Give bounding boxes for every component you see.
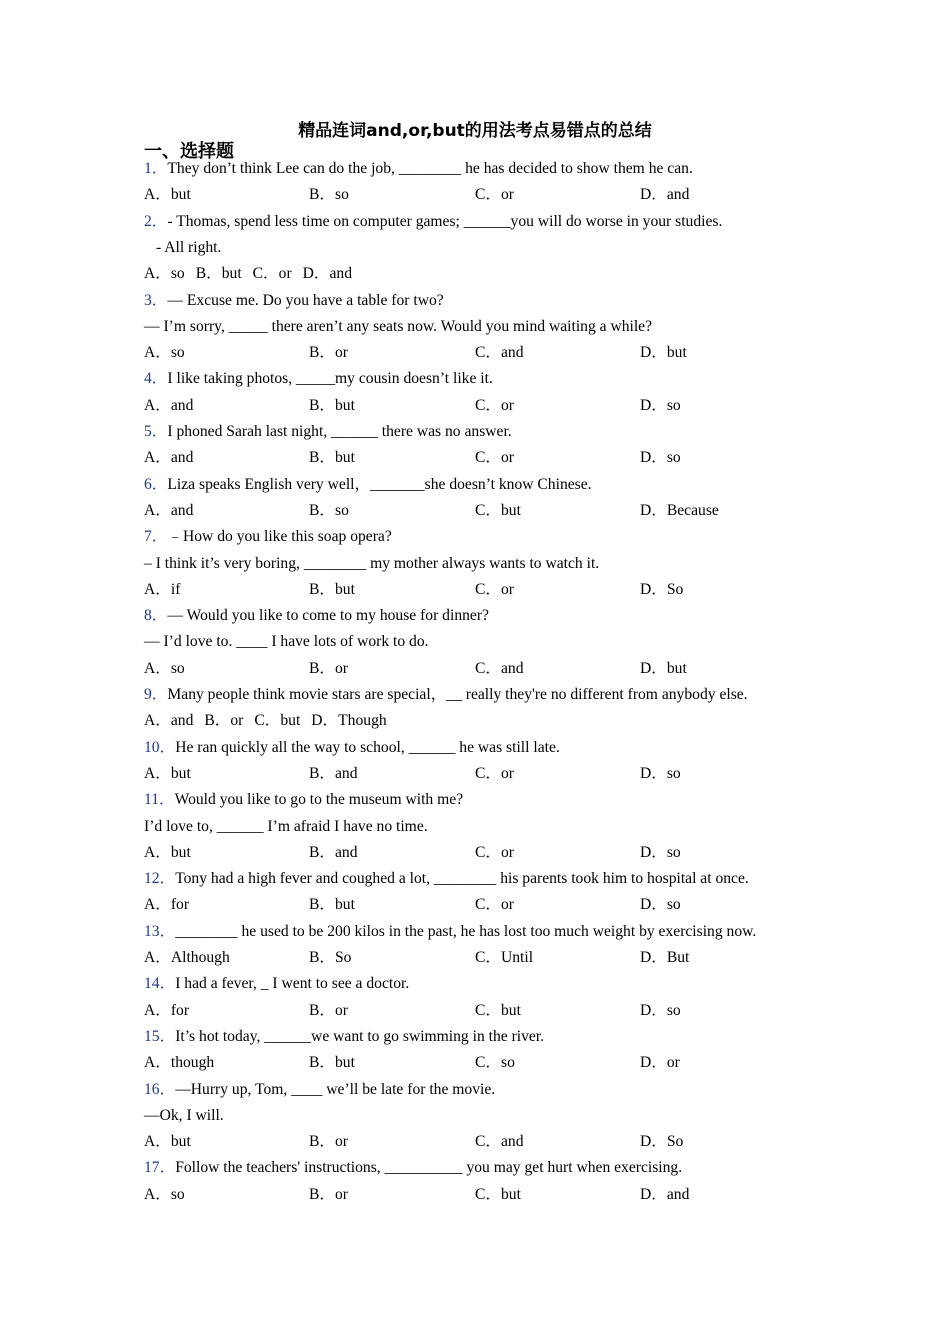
- answer-option[interactable]: D．but: [640, 344, 687, 362]
- answer-option[interactable]: B．but: [309, 449, 355, 467]
- question-text: Liza speaks English very well，_______she doesn’t know Chinese.: [167, 475, 592, 493]
- question-stem: [144, 527, 392, 547]
- question-stem: [144, 922, 756, 942]
- answer-option[interactable]: C．but: [475, 501, 521, 519]
- question-text: Many people think movie stars are special，__ really they're no different from anybody else.: [167, 686, 748, 703]
- answer-option[interactable]: D．or: [640, 1054, 680, 1072]
- question-text: — I’m sorry, _____ there aren’t any seats now. Would you mind waiting a while?: [144, 317, 653, 335]
- answer-options: [144, 895, 824, 915]
- question-stem: [144, 422, 512, 442]
- answer-option[interactable]: C．or: [475, 449, 514, 467]
- question-number: 2．: [144, 212, 168, 230]
- answer-option[interactable]: D．so: [640, 764, 681, 782]
- answer-option[interactable]: A．but: [144, 1133, 191, 1151]
- answer-option[interactable]: C．or: [475, 186, 514, 204]
- answer-options: [144, 1132, 824, 1152]
- question-stem: [144, 869, 749, 889]
- question-text: – I think it’s very boring, ________ my mother always wants to watch it.: [144, 554, 600, 572]
- question-continuation: [156, 238, 221, 258]
- answer-option[interactable]: D．and: [640, 186, 690, 204]
- question-number: 16．: [144, 1080, 176, 1098]
- answer-option[interactable]: C．or: [475, 580, 514, 598]
- question-stem: [144, 369, 493, 389]
- question-stem: [144, 212, 722, 232]
- question-text: I had a fever, _ I went to see a doctor.: [175, 975, 410, 993]
- question-number: 6．: [144, 475, 168, 493]
- question-text: - Thomas, spend less time on computer games; ______you will do worse in your studies.: [167, 212, 723, 230]
- question-stem: [144, 606, 489, 626]
- answer-option[interactable]: C．and: [475, 1133, 524, 1151]
- question-text: - All right.: [156, 238, 222, 256]
- answer-option[interactable]: B．or: [309, 659, 348, 677]
- answer-option[interactable]: A．so: [144, 659, 185, 677]
- question-stem: [144, 790, 463, 810]
- answer-options: [144, 396, 824, 416]
- answer-option[interactable]: C．so: [475, 1054, 515, 1072]
- answer-option[interactable]: C．but: [475, 1001, 521, 1019]
- answer-option[interactable]: B．or: [309, 1133, 348, 1151]
- question-text: —Hurry up, Tom, ____ we’ll be late for the movie.: [175, 1080, 496, 1098]
- answer-options: [144, 659, 824, 679]
- question-stem: [144, 685, 748, 705]
- question-stem: [144, 291, 444, 311]
- answer-option[interactable]: C．but: [254, 712, 301, 730]
- answer-option[interactable]: A．for: [144, 896, 190, 914]
- answer-option[interactable]: D．So: [640, 580, 684, 598]
- question-number: 5．: [144, 423, 168, 440]
- answer-option[interactable]: A．but: [144, 843, 191, 861]
- answer-option[interactable]: A．and: [144, 449, 194, 467]
- question-text: They don’t think Lee can do the job, ________ he has decided to show them he can.: [167, 160, 693, 177]
- question-number: 7．: [144, 528, 168, 546]
- question-number: 10．: [144, 738, 176, 756]
- answer-option[interactable]: C．or: [475, 896, 514, 914]
- answer-option[interactable]: C．or: [475, 764, 514, 782]
- answer-options: [144, 264, 824, 284]
- question-stem: [144, 1027, 544, 1047]
- question-stem: [144, 738, 560, 758]
- question-continuation: [144, 1106, 224, 1126]
- question-text: I’d love to, ______ I’m afraid I have no time.: [144, 817, 428, 835]
- answer-option[interactable]: B．or: [204, 712, 244, 730]
- question-continuation: [144, 554, 599, 574]
- answer-option[interactable]: D．and: [302, 265, 353, 283]
- question-stem: [144, 1080, 495, 1100]
- question-number: 1．: [144, 160, 168, 177]
- answer-options: [144, 1185, 824, 1205]
- question-text: — Would you like to come to my house for dinner?: [167, 607, 489, 625]
- question-text: ﹣How do you like this soap opera?: [167, 528, 392, 546]
- answer-options: [144, 948, 824, 968]
- question-number: 11．: [144, 791, 175, 809]
- answer-option[interactable]: A．so: [144, 344, 185, 362]
- question-stem: [144, 974, 409, 994]
- answer-option[interactable]: D．so: [640, 1001, 681, 1019]
- question-continuation: [144, 817, 428, 837]
- answer-option[interactable]: A．but: [144, 764, 191, 782]
- question-number: 17．: [144, 1159, 176, 1177]
- question-number: 14．: [144, 975, 176, 993]
- answer-option[interactable]: B．or: [309, 1185, 348, 1203]
- question-continuation: [144, 317, 652, 337]
- question-text: ________ he used to be 200 kilos in the past, he has lost too much weight by exercising now.: [175, 922, 757, 940]
- answer-options: [144, 185, 824, 205]
- question-text: It’s hot today, ______we want to go swimming in the river.: [175, 1027, 545, 1045]
- answer-option[interactable]: A．but: [144, 186, 191, 204]
- question-text: —Ok, I will.: [144, 1106, 224, 1124]
- answer-option[interactable]: A．for: [144, 1001, 190, 1019]
- answer-option[interactable]: B．or: [309, 344, 348, 362]
- question-number: 3．: [144, 291, 168, 309]
- answer-option[interactable]: D．Though: [311, 712, 387, 730]
- answer-options: [144, 343, 824, 363]
- answer-option[interactable]: A．and: [144, 396, 194, 414]
- question-stem: [144, 159, 693, 179]
- question-number: 12．: [144, 870, 176, 888]
- answer-option[interactable]: D．so: [640, 843, 681, 861]
- answer-option[interactable]: B．but: [309, 1054, 355, 1072]
- question-text: Tony had a high fever and coughed a lot, ________ his parents took him to hospital at once.: [175, 870, 749, 888]
- answer-option[interactable]: C．and: [475, 659, 524, 677]
- answer-options: [144, 843, 824, 863]
- answer-option[interactable]: B．so: [309, 501, 349, 519]
- answer-options: [144, 448, 824, 468]
- question-continuation: [144, 632, 429, 652]
- answer-option[interactable]: B．but: [195, 265, 242, 283]
- answer-option[interactable]: C．or: [475, 396, 514, 414]
- answer-option[interactable]: D．Because: [640, 501, 719, 519]
- question-number: 8．: [144, 607, 168, 625]
- question-number: 9．: [144, 686, 168, 703]
- answer-option[interactable]: D．so: [640, 896, 681, 914]
- answer-option[interactable]: C．or: [252, 265, 292, 283]
- answer-option[interactable]: D．and: [640, 1185, 690, 1203]
- answer-option[interactable]: A．Although: [144, 949, 230, 966]
- answer-option[interactable]: A．though: [144, 1054, 215, 1072]
- answer-option[interactable]: C．Until: [475, 949, 534, 966]
- answer-option[interactable]: B．so: [309, 186, 349, 204]
- answer-options: [144, 764, 824, 784]
- question-text: — I’d love to. ____ I have lots of work to do.: [144, 633, 429, 651]
- question-text: Would you like to go to the museum with me?: [174, 791, 464, 809]
- answer-option[interactable]: A．and: [144, 501, 194, 519]
- answer-option[interactable]: D．So: [640, 1133, 684, 1151]
- question-text: Follow the teachers' instructions, __________ you may get hurt when exercising.: [175, 1159, 683, 1177]
- answer-option[interactable]: A．so: [144, 265, 185, 283]
- answer-options: [144, 501, 824, 521]
- answer-options: [144, 1053, 824, 1073]
- answer-option[interactable]: D．so: [640, 396, 681, 414]
- answer-option[interactable]: A．if: [144, 580, 181, 598]
- question-text: He ran quickly all the way to school, ______ he was still late.: [175, 738, 560, 756]
- answer-options: [144, 580, 824, 600]
- document-title: 精品连词and,or,but的用法考点易错点的总结: [298, 121, 652, 141]
- answer-option[interactable]: D．but: [640, 659, 687, 677]
- answer-option[interactable]: B．but: [309, 396, 355, 414]
- answer-options: [144, 1001, 824, 1021]
- question-number: 13．: [144, 922, 176, 940]
- answer-option[interactable]: D．so: [640, 449, 681, 467]
- answer-option[interactable]: C．but: [475, 1185, 521, 1203]
- question-text: I like taking photos, _____my cousin doesn’t like it.: [167, 370, 493, 388]
- answer-option[interactable]: B．and: [309, 843, 358, 861]
- question-text: — Excuse me. Do you have a table for two?: [167, 291, 444, 309]
- answer-option[interactable]: D．But: [640, 949, 690, 966]
- answer-option[interactable]: B．So: [309, 949, 352, 966]
- question-number: 4．: [144, 370, 168, 388]
- question-stem: [144, 475, 592, 495]
- answer-options: [144, 711, 824, 731]
- question-number: 15．: [144, 1027, 176, 1045]
- answer-option[interactable]: A．so: [144, 1185, 185, 1203]
- answer-option[interactable]: B．or: [309, 1001, 348, 1019]
- answer-option[interactable]: B．but: [309, 580, 355, 598]
- answer-option[interactable]: A．and: [144, 712, 194, 730]
- section-heading: 一、选择题: [144, 141, 234, 162]
- answer-option[interactable]: C．or: [475, 843, 514, 861]
- answer-option[interactable]: C．and: [475, 344, 524, 362]
- answer-option[interactable]: B．but: [309, 896, 355, 914]
- question-stem: [144, 1158, 682, 1178]
- question-text: I phoned Sarah last night, ______ there was no answer.: [167, 423, 512, 440]
- answer-option[interactable]: B．and: [309, 764, 358, 782]
